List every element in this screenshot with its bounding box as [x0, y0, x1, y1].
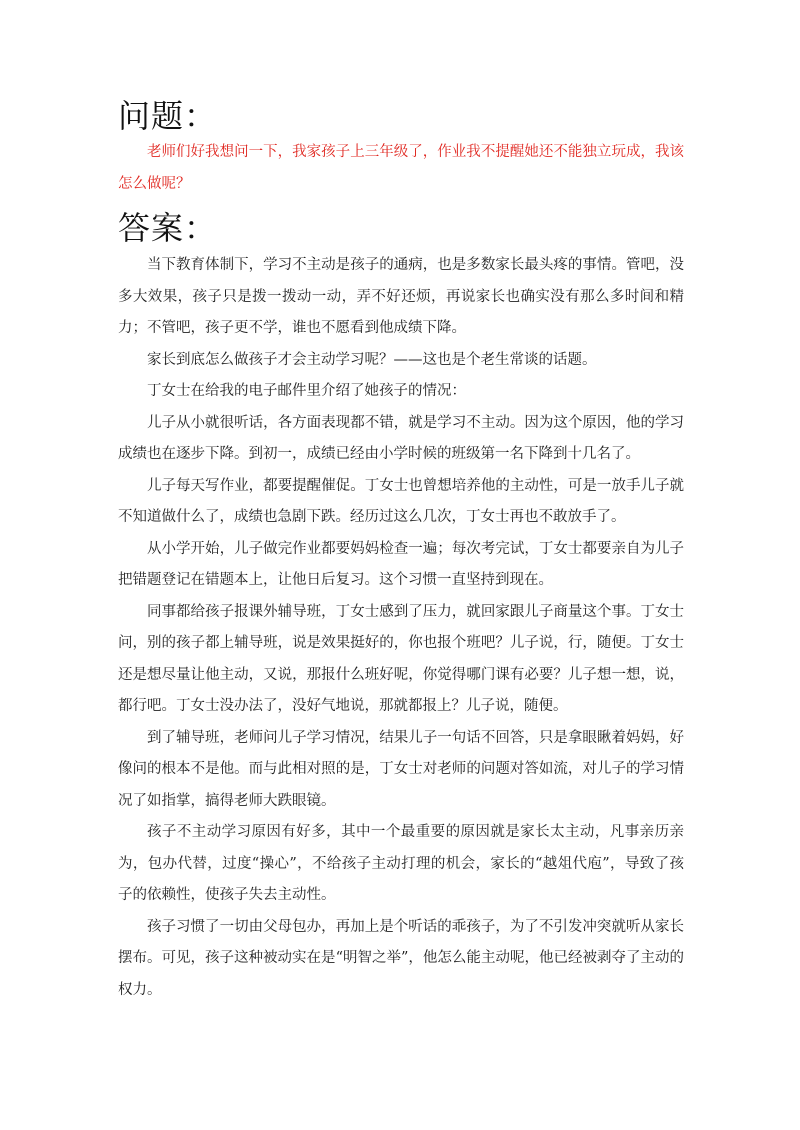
- answer-paragraph: 孩子不主动学习原因有好多，其中一个最重要的原因就是家长太主动，凡事亲历亲为，包办代替，过度“操心”，不给孩子主动打理的机会，家长的“越俎代庖”，导致了孩子的依赖性，使孩子失去主动性。: [118, 824, 684, 903]
- document-content: [118, 96, 684, 1006]
- answer-body: [118, 250, 684, 1006]
- question-text: 老师们好我想问一下，我家孩子上三年级了，作业我不提醒她还不能独立玩成，我该怎么做呢？: [118, 144, 684, 192]
- answer-paragraph: 儿子从小就很听话，各方面表现都不错，就是学习不主动。因为这个原因，他的学习成绩也在逐步下降。到初一，成绩已经由小学时候的班级第一名下降到十几名了。: [118, 414, 684, 462]
- answer-paragraph: 孩子习惯了一切由父母包办，再加上是个听话的乖孩子，为了不引发冲突就听从家长摆布。可见，孩子这种被动实在是“明智之举”，他怎么能主动呢，他已经被剥夺了主动的权力。: [118, 918, 684, 998]
- answer-paragraph: 家长到底怎么做孩子才会主动学习呢？——这也是个老生常谈的话题。: [147, 351, 597, 368]
- answer-paragraph: 从小学开始，儿子做完作业都要妈妈检查一遍；每次考完试，丁女士都要亲自为儿子把错题登记在错题本上，让他日后复习。这个习惯一直坚持到现在。: [118, 540, 684, 588]
- answer-paragraph: 当下教育体制下，学习不主动是孩子的通病，也是多数家长最头疼的事情。管吧，没多大效果，孩子只是拨一拨动一动，弄不好还烦，再说家长也确实没有那么多时间和精力；不管吧，孩子更不学，谁也不愿看到他成绩下降。: [118, 257, 684, 336]
- answer-paragraph: 到了辅导班，老师问儿子学习情况，结果儿子一句话不回答，只是拿眼瞅着妈妈，好像问的根本不是他。而与此相对照的是，丁女士对老师的问题对答如流，对儿子的学习情况了如指掌，搞得老师大跌眼镜。: [118, 729, 684, 809]
- answer-paragraph: 同事都给孩子报课外辅导班，丁女士感到了压力，就回家跟儿子商量这个事。丁女士问，别的孩子都上辅导班，说是效果挺好的，你也报个班吧？儿子说，行，随便。丁女士还是想尽量让他主动，又说，那报什么班好呢，你觉得哪门课有必要？儿子想一想，说，都行吧。丁女士没办法了，没好气地说，那就都报上？儿子说，随便。: [118, 603, 684, 714]
- answer-paragraph: 儿子每天写作业，都要提醒催促。丁女士也曾想培养他的主动性，可是一放手儿子就不知道做什么了，成绩也急剧下跌。经历过这么几次，丁女士再也不敢放手了。: [118, 477, 684, 525]
- question-heading: 问题：: [118, 97, 218, 135]
- answer-paragraph: 丁女士在给我的电子邮件里介绍了她孩子的情况：: [147, 383, 466, 399]
- answer-heading: 答案：: [118, 209, 218, 247]
